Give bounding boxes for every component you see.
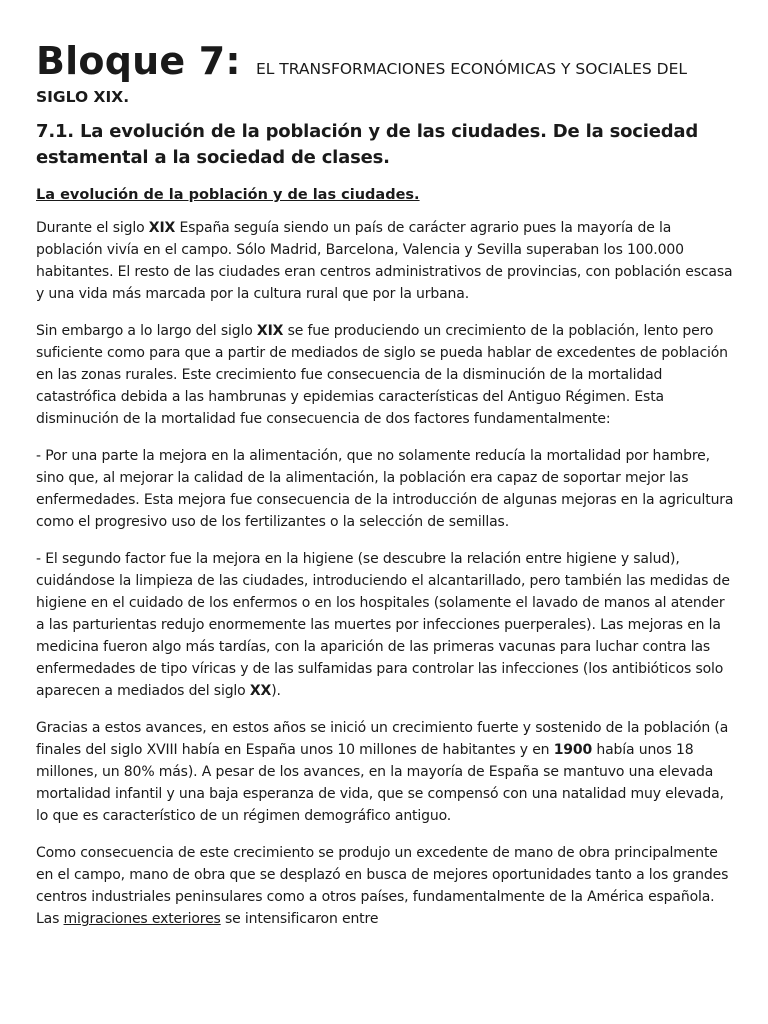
paragraph-5 (36, 717, 736, 827)
paragraph-6-text-cont: se intensificaron entre (220, 911, 379, 928)
paragraph-2-text-cont: se fue produciendo un crecimiento de la población, lento pero suficiente como para que a partir de mediados de siglo se pueda hablar de excedentes de población en las zonas rurales. Este crecimiento fue consecuencia de la disminución de la mortalidad catastrófica debida a las hambrunas y epidemias características del Antiguo Régimen. Esta disminución de la mortalidad fue consecuencia de dos factores fundamentalmente: (36, 323, 728, 428)
century-bold: XX (249, 683, 272, 700)
paragraph-3: - Por una parte la mejora en la alimentación, que no solamente reducía la mortalidad por hambre, sino que, al mejorar la calidad de la alimentación, la población era capaz de soportar mejor las enfermedades. Esta mejora fue consecuencia de la introducción de algunas mejoras en la agricultura como el progresivo uso de los fertilizantes o la selección de semillas. (36, 448, 734, 531)
century-bold: XIX (256, 323, 284, 340)
paragraph-6 (36, 842, 736, 930)
subsection-title: La evolución de la población y de las ciudades. (36, 187, 420, 204)
century-bold: XIX (148, 220, 176, 237)
paragraph-2 (36, 320, 736, 430)
paragraph-2-text: Sin embargo a lo largo del siglo (36, 323, 257, 340)
paragraph-1-text: Durante el siglo (36, 220, 149, 237)
block-subtitle: EL TRANSFORMACIONES ECONÓMICAS Y SOCIALES DEL (255, 60, 688, 78)
migraciones-exteriores-link[interactable]: migraciones exteriores (63, 911, 221, 928)
paragraph-1 (36, 217, 736, 305)
paragraph-4-text: - El segundo factor fue la mejora en la higiene (se descubre la relación entre higiene y salud), cuidándose la limpieza de las ciudades, introduciendo el alcantarillado, pero también las medidas de higiene en el cuidado de los enfermos o en los hospitales (solamente el lavado de manos al atender a las parturientas redujo enormemente las muertes por infecciones puerperales). Las mejoras en la medicina fueron algo más tardías, con la aparición de las primeras vacunas para luchar contra las enfermedades de tipo víricas y de las sulfamidas para controlar las infecciones (los antibióticos solo aparecen a mediados del siglo (36, 551, 730, 700)
block-heading (36, 38, 736, 107)
paragraph-4-text-cont: ). (271, 683, 281, 700)
block-label: Bloque 7: (36, 39, 241, 83)
paragraph-5-text: Gracias a estos avances, en estos años se inició un crecimiento fuerte y sostenido de la población (a finales del siglo XVIII había en España unos 10 millones de habitantes y en (36, 720, 729, 759)
paragraph-6-text: Como consecuencia de este crecimiento se produjo un excedente de mano de obra principalmente en el campo, mano de obra que se desplazó en busca de mejores oportunidades tanto a los grandes centros industriales peninsulares como a otros países, fundamentalmente de la América española. Las (36, 845, 729, 928)
paragraph-5-text-cont: había unos 18 millones, un 80% más). A pesar de los avances, en la mayoría de España se mantuvo una elevada mortalidad infantil y una baja esperanza de vida, que se compensó con una natalidad muy elevada, lo que es característico de un régimen demográfico antiguo. (36, 742, 724, 825)
paragraph-1-text-cont: España seguía siendo un país de carácter agrario pues la mayoría de la población vivía en el campo. Sólo Madrid, Barcelona, Valencia y Sevilla superaban los 100.000 habitantes. El resto de las ciudades eran centros administrativos de provincias, con población escasa y una vida más marcada por la cultura rural que por la urbana. (36, 220, 733, 303)
paragraph-4 (36, 548, 736, 702)
block-subtitle-continued: SIGLO XIX. (36, 87, 130, 106)
section-title: 7.1. La evolución de la población y de las ciudades. De la sociedad estamental a la sociedad de clases. (36, 120, 699, 168)
year-bold: 1900 (553, 742, 593, 759)
